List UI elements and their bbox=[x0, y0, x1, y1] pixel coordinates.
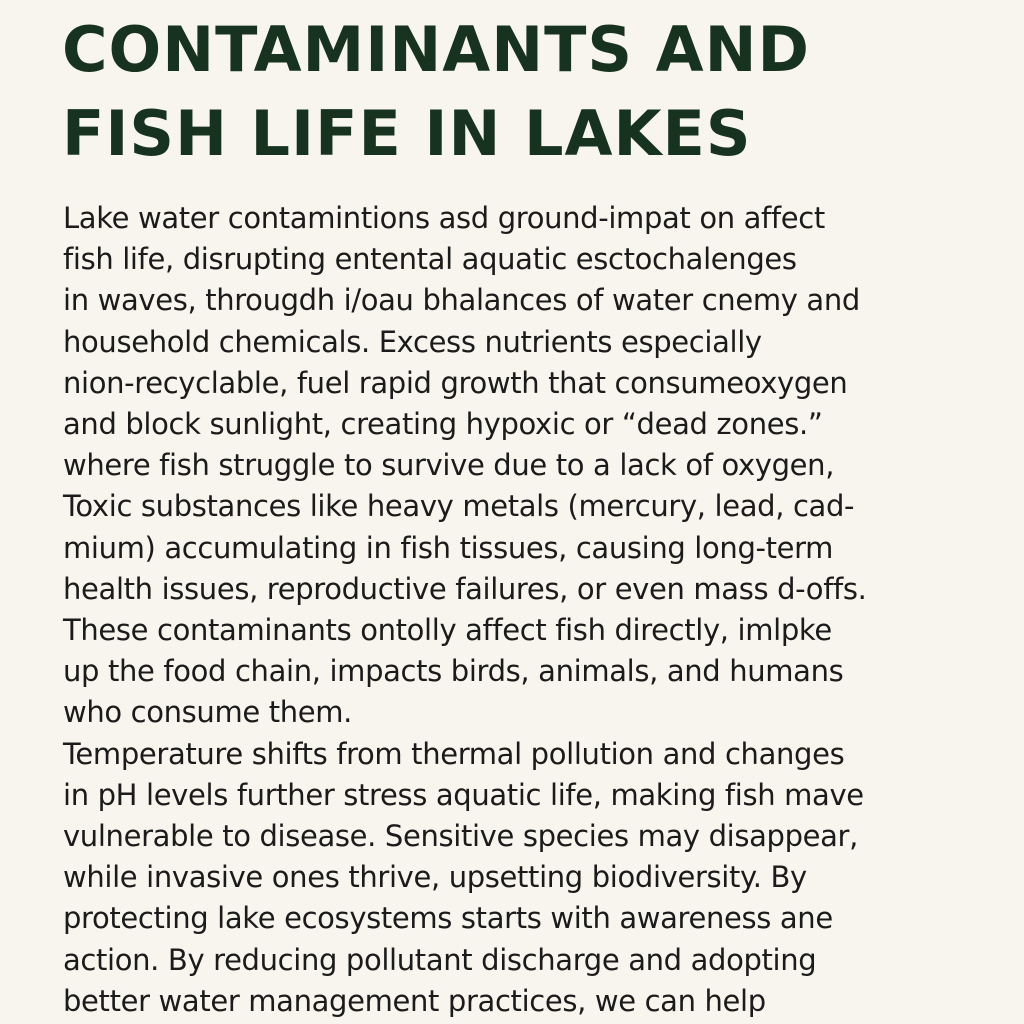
body-line: up the food chain, impacts birds, animals, and humans bbox=[63, 654, 844, 689]
body-line: who consume them. bbox=[63, 695, 353, 730]
body-line: These contaminants ontolly affect fish directly, imlpke bbox=[63, 613, 832, 648]
body-text bbox=[63, 198, 867, 1022]
body-line: Temperature shifts from thermal pollution and changes bbox=[63, 736, 845, 771]
body-line: while invasive ones thrive, upsetting biodiversity. By bbox=[63, 860, 807, 895]
body-line: fish life, disrupting entental aquatic esctochalenges bbox=[63, 242, 797, 277]
body-line: protecting lake ecosystems starts with awareness ane bbox=[63, 901, 833, 936]
body-line: better water management practices, we can help bbox=[63, 983, 766, 1018]
title-line: FISH LIFE IN LAKES bbox=[62, 97, 752, 170]
body-line: in pH levels further stress aquatic life, making fish mave bbox=[63, 777, 864, 812]
body-line: action. By reducing pollutant discharge and adopting bbox=[63, 942, 817, 977]
body-line: Lake water contamintions asd ground-impat on affect bbox=[63, 201, 825, 235]
body-line: and block sunlight, creating hypoxic or “dead zones.” bbox=[63, 407, 823, 442]
page-title bbox=[62, 8, 810, 176]
body-line: where fish struggle to survive due to a lack of oxygen, bbox=[63, 448, 835, 483]
body-line: health issues, reproductive failures, or even mass d-offs. bbox=[63, 571, 867, 606]
body-line: household chemicals. Excess nutrients especially bbox=[63, 324, 762, 359]
title-line: CONTAMINANTS AND bbox=[62, 13, 810, 86]
body-line: mium) accumulating in fish tissues, causing long-term bbox=[63, 530, 834, 565]
body-line: nion-recyclable, fuel rapid growth that consumeoxygen bbox=[63, 365, 848, 400]
body-line: vulnerable to disease. Sensitive species may disappear, bbox=[63, 819, 858, 854]
body-line: in waves, througdh i/oau bhalances of water cnemy and bbox=[63, 283, 860, 318]
body-line: Toxic substances like heavy metals (mercury, lead, cad- bbox=[63, 489, 855, 524]
